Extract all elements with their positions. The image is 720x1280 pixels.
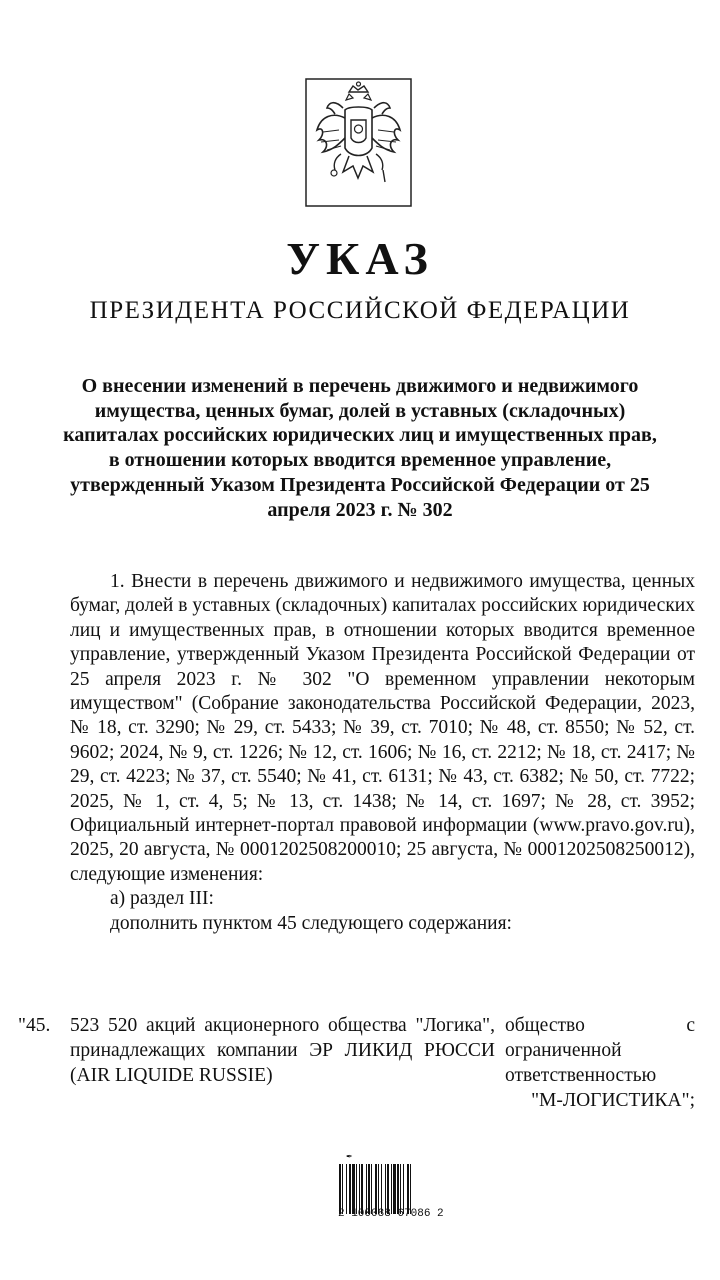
decree-body	[70, 570, 695, 936]
item-a: а) раздел III:	[110, 888, 214, 910]
row-number: "45.	[18, 1015, 51, 1036]
decree-heading: О внесении изменений в перечень движимого и недвижимого имущества, ценных бумаг, долей в уставных (складочных) капиталах российских юридических лиц и имущественных прав, в отношении которых вводится временное управление, утвержденный Указом Президента Российской Федерации от 25 апреля 2023 г. № 302	[63, 375, 657, 521]
double-headed-eagle-icon	[305, 78, 412, 207]
document-subtitle: ПРЕЗИДЕНТА РОССИЙСКОЙ ФЕДЕРАЦИИ	[89, 297, 631, 324]
owner-name: общество с ограниченной ответственностью	[505, 1015, 695, 1086]
state-emblem	[305, 78, 412, 207]
row-owner	[505, 1013, 695, 1113]
document-title: УКАЗ	[286, 233, 434, 284]
item-a-text: дополнить пунктом 45 следующего содержания:	[110, 912, 512, 934]
owner-name-last: "М-ЛОГИСТИКА";	[531, 1090, 695, 1111]
barcode	[338, 1164, 451, 1214]
stamp-mark-icon: ✒	[346, 1152, 353, 1161]
paragraph-1: 1. Внести в перечень движимого и недвижимого имущества, ценных бумаг, долей в уставных (складочных) капиталах российских юридических лиц и имущественных прав, в отношении которых вводится временное управление, утвержденный Указом Президента Российской Федерации от 25 апреля 2023 г. № 302 "О временном управлении некоторым имуществом" (Собрание законодательства Российской Федерации, 2023, № 18, ст. 3290; № 29, ст. 5433; № 39, ст. 7010; № 48, ст. 8550; № 52, ст. 9602; 2024, № 9, ст. 1226; № 12, ст. 1606; № 16, ст. 2212; № 18, ст. 2417; № 29, ст. 4223; № 37, ст. 5540; № 41, ст. 6131; № 43, ст. 6382; № 50, ст. 7722; 2025, № 1, ст. 4, 5; № 13, ст. 1438; № 14, ст. 1697; № 28, ст. 3952; Официальный интернет-портал правовой информации (www.pravo.gov.ru), 2025, 20 августа, № 0001202508200010; 25 августа, № 0001202508250012), следующие изменения:	[70, 571, 695, 885]
barcode-number: 2 100088 67086 2	[338, 1208, 444, 1220]
row-description: 523 520 акций акционерного общества "Логика", принадлежащих компании ЭР ЛИКИД РЮССИ (AIR LIQUIDE RUSSIE)	[70, 1015, 495, 1086]
barcode-block	[338, 1152, 451, 1242]
